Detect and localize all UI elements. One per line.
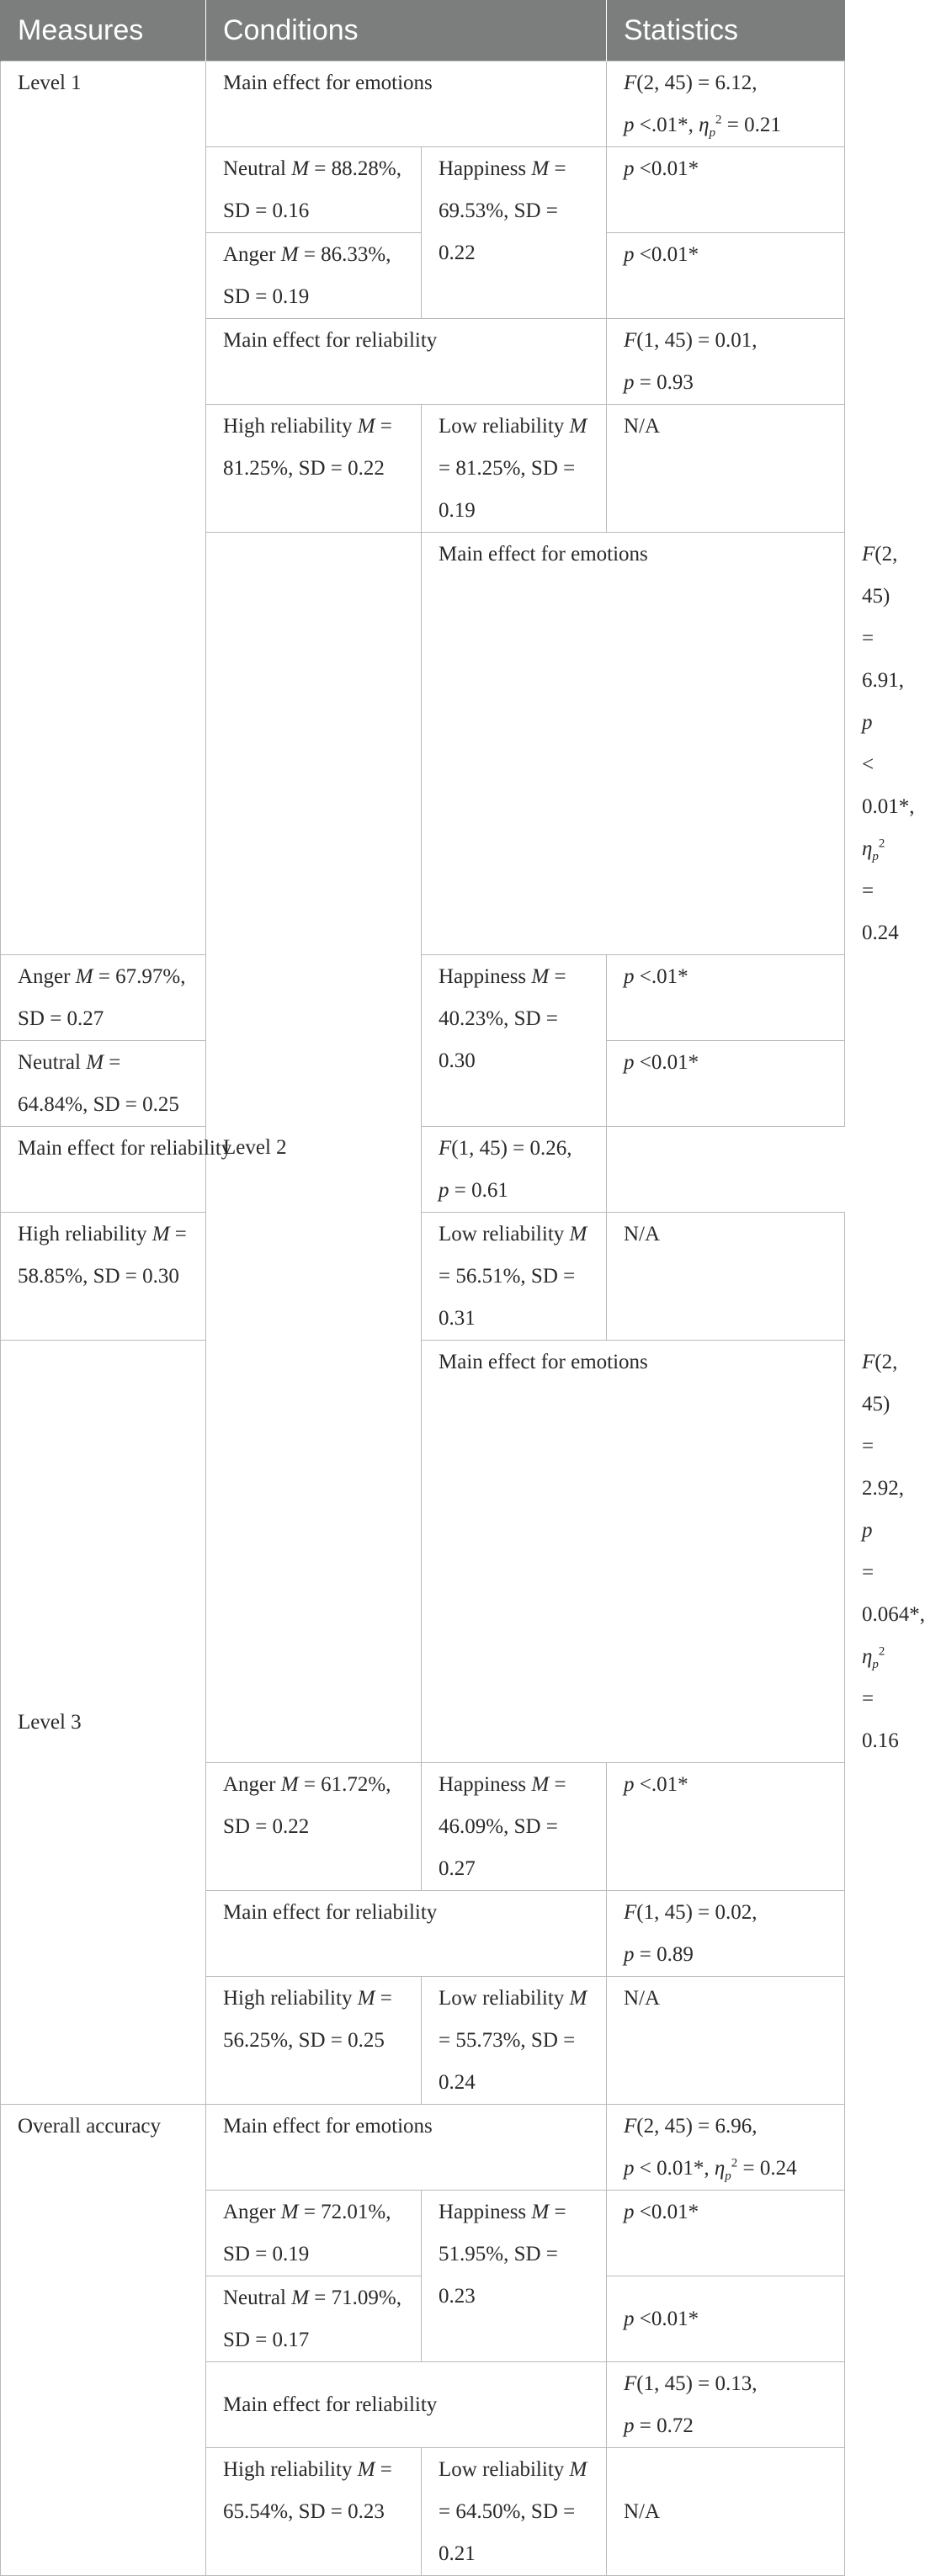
header-conditions: Conditions	[206, 0, 607, 61]
statistic-cell: p <.01*	[607, 1763, 845, 1891]
measure-cell: Level 3	[1, 1341, 206, 2105]
condition-cell: Main effect for reliability	[206, 2362, 607, 2448]
statistic-cell: p <0.01*	[607, 233, 845, 319]
condition-cell: Low reliability M = 56.51%, SD = 0.31	[422, 1213, 607, 1341]
table-row: Level 3 Main effect for emotions F(2, 45) = 2.92, p = 0.064*, $\eta_p^2 = 0.16$	[1, 1341, 845, 1763]
table-row	[1, 1213, 845, 1341]
header-measures: Measures	[1, 0, 206, 61]
statistic-cell: N/A	[607, 1213, 845, 1341]
condition-cell: Main effect for emotions	[422, 1341, 845, 1763]
statistic-cell: N/A	[607, 1977, 845, 2105]
measure-cell: Level 1	[1, 61, 206, 955]
table-row: Level 2 Main effect for emotions F(2, 45) = 6.91, p < 0.01*, $\eta_p^2 = 0.24$	[1, 533, 845, 955]
condition-cell: Main effect for reliability	[206, 319, 607, 405]
condition-cell: Low reliability M = 55.73%, SD = 0.24	[422, 1977, 607, 2105]
statistic-cell: p <0.01*	[607, 1041, 845, 1127]
condition-cell: Neutral M = 64.84%, SD = 0.25	[1, 1041, 206, 1127]
statistic-cell: p <0.01*	[607, 2191, 845, 2276]
condition-cell: Anger M = 67.97%, SD = 0.27	[1, 955, 206, 1041]
header-row	[1, 0, 845, 61]
statistic-cell: N/A	[607, 405, 845, 533]
condition-cell: Main effect for emotions	[206, 61, 607, 147]
condition-cell: Main effect for reliability	[1, 1127, 422, 1213]
table-row	[1, 2105, 845, 2191]
condition-cell: Anger M = 61.72%, SD = 0.22	[206, 1763, 422, 1891]
statistic-cell: F(1, 45) = 0.02, p = 0.89	[607, 1891, 845, 1977]
statistic-cell: p <.01*	[607, 955, 845, 1041]
condition-cell: Low reliability M = 81.25%, SD = 0.19	[422, 405, 607, 533]
statistic-cell: p <0.01*	[607, 147, 845, 233]
condition-cell: Main effect for emotions	[422, 533, 845, 955]
condition-cell: Neutral M = 71.09%, SD = 0.17	[206, 2276, 422, 2362]
statistic-cell: F(1, 45) = 0.01, p = 0.93	[607, 319, 845, 405]
statistic-cell: p <0.01*	[607, 2276, 845, 2362]
condition-cell: Happiness M = 51.95%, SD = 0.23	[422, 2191, 607, 2362]
table-row	[1, 61, 845, 147]
table-row	[1, 955, 845, 1041]
measure-cell: Overall accuracy	[1, 2105, 206, 2576]
statistic-cell: F(2, 45) = 6.96, p < 0.01*, $\eta_p^2 = 0.24$	[607, 2105, 845, 2191]
statistic-cell: N/A	[607, 2448, 845, 2576]
condition-cell: Main effect for reliability	[206, 1891, 607, 1977]
measure-cell: Level 2	[206, 533, 422, 1763]
condition-cell: Anger M = 72.01%, SD = 0.19	[206, 2191, 422, 2276]
condition-cell: Neutral M = 88.28%, SD = 0.16	[206, 147, 422, 233]
table-row	[1, 1127, 845, 1213]
condition-cell: Main effect for emotions	[206, 2105, 607, 2191]
condition-cell: Low reliability M = 64.50%, SD = 0.21	[422, 2448, 607, 2576]
condition-cell: Anger M = 86.33%, SD = 0.19	[206, 233, 422, 319]
condition-cell: High reliability M = 81.25%, SD = 0.22	[206, 405, 422, 533]
condition-cell: Happiness M = 40.23%, SD = 0.30	[422, 955, 607, 1127]
statistic-cell: F(1, 45) = 0.26, p = 0.61	[422, 1127, 607, 1213]
condition-cell: Happiness M = 69.53%, SD = 0.22	[422, 147, 607, 319]
condition-cell: High reliability M = 58.85%, SD = 0.30	[1, 1213, 206, 1341]
statistic-cell: F(2, 45) = 6.12, p <.01*, $\eta_p^2 = 0.21$	[607, 61, 845, 147]
condition-cell: High reliability M = 65.54%, SD = 0.23	[206, 2448, 422, 2576]
header-statistics: Statistics	[607, 0, 845, 61]
statistic-cell: F(1, 45) = 0.13, p = 0.72	[607, 2362, 845, 2448]
condition-cell: High reliability M = 56.25%, SD = 0.25	[206, 1977, 422, 2105]
condition-cell: Happiness M = 46.09%, SD = 0.27	[422, 1763, 607, 1891]
